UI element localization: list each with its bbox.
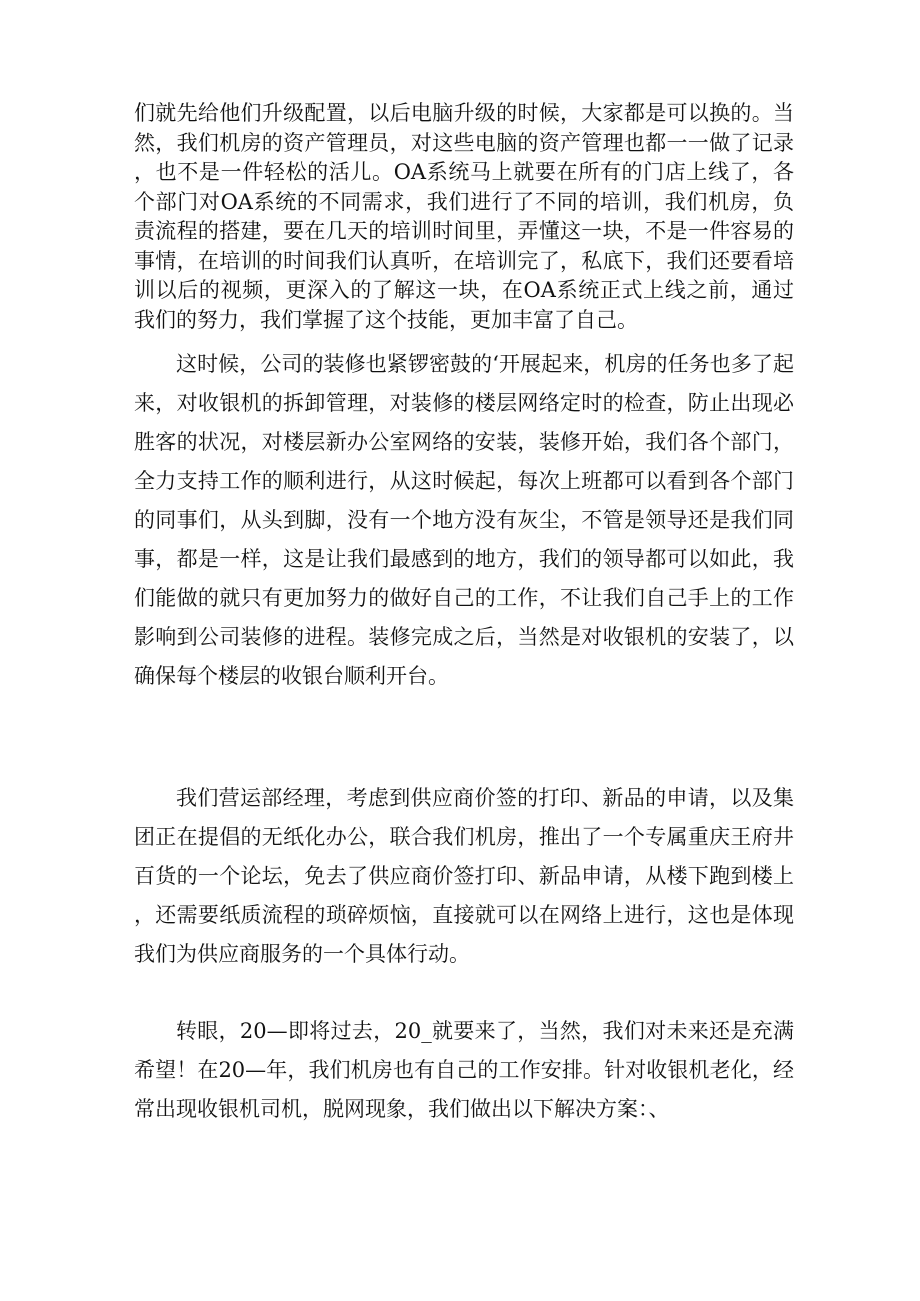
paragraph-1: 们就先给他们升级配置，以后电脑升级的时候，大家都是可以换的。当然，我们机房的资产管理员，对这些电脑的资产管理也都一一做了记录，也不是一件轻松的活儿。OA系统马上就要在所有的门店上线了，各个部门对OA系统的不同需求，我们进行了不同的培训，我们机房，负责流程的搭建，要在几天的培训时间里，弄懂这一块，不是一件容易的事情，在培训的时间我们认真听，在培训完了，私底下，我们还要看培训以后的视频，更深入的了解这一块，在OA系统正式上线之前，通过我们的努力，我们掌握了这个技能，更加丰富了自己。 [134, 101, 794, 332]
paragraph-4: 转眼，20—即将过去，20_就要来了，当然，我们对未来还是充满希望！在20—年，我们机房也有自己的工作安排。针对收银机老化，经常出现收银机司机，脱网现象，我们做出以下解决方案：、 [134, 1019, 794, 1121]
paragraph-2: 这时候，公司的装修也紧锣密鼓的‘开展起来，机房的任务也多了起来，对收银机的拆卸管理，对装修的楼层网络定时的检查，防止出现必胜客的状况，对楼层新办公室网络的安装，装修开始，我们各个部门，全力支持工作的顺利进行，从这时候起，每次上班都可以看到各个部门的同事们，从头到脚，没有一个地方没有灰尘，不管是领导还是我们同事，都是一样，这是让我们最感到的地方，我们的领导都可以如此，我们能做的就只有更加努力的做好自己的工作，不让我们自己手上的工作影响到公司装修的进程。装修完成之后，当然是对收银机的安装了，以确保每个楼层的收银台顺利开台。 [134, 352, 794, 688]
paragraph-3: 我们营运部经理，考虑到供应商价签的打印、新品的申请，以及集团正在提倡的无纸化办公，联合我们机房，推出了一个专属重庆王府井百货的一个论坛，免去了供应商价签打印、新品申请，从楼下跑到楼上，还需要纸质流程的琐碎烦恼，直接就可以在网络上进行，这也是体现我们为供应商服务的一个具体行动。 [134, 786, 794, 966]
